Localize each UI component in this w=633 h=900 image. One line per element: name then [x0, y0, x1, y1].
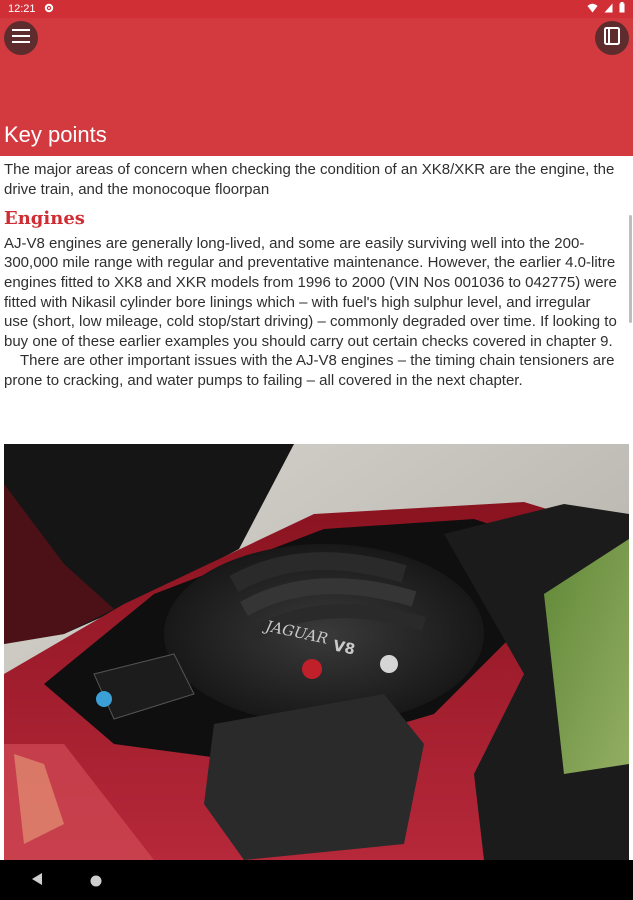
- contents-button[interactable]: [595, 21, 629, 55]
- menu-button[interactable]: [4, 21, 38, 55]
- home-icon[interactable]: [90, 874, 102, 892]
- scrollbar-thumb[interactable]: [629, 215, 632, 323]
- book-icon: [604, 27, 620, 50]
- status-bar: [0, 0, 633, 18]
- wifi-icon: [587, 3, 598, 16]
- gear-icon: [44, 3, 54, 16]
- article-content: [4, 160, 618, 391]
- badge-model: V8: [331, 636, 357, 659]
- status-time: 12:21: [8, 3, 36, 15]
- battery-icon: [619, 2, 625, 16]
- section-heading-engines: Engines: [4, 208, 85, 230]
- page-title: Key points: [4, 122, 107, 147]
- menu-icon: [12, 29, 30, 48]
- engine-bay-photo: [4, 444, 629, 860]
- signal-icon: [604, 3, 613, 16]
- back-icon[interactable]: [31, 872, 43, 891]
- engines-paragraph-1: AJ-V8 engines are generally long-lived, and some are easily surviving well into the 200-300,000 mile range with regular and preventative maintenance. However, the earlier 4.0-litre engines fitted to XK8 and XKR models from 1996 to 2000 (VIN Nos 001036 to 042775) were fitted with Nikasil cylinder bore linings which – with fuel's high sulphur level, and irregular use (short, low mileage, cold stop/start driving) – commonly degraded over time. If looking to buy one of these earlier examples you should carry out certain checks covered in chapter 9.: [4, 234, 617, 350]
- engines-paragraph-2: There are other important issues with the AJ-V8 engines – the timing chain tensioners are prone to cracking, and water pumps to failing – all covered in the next chapter.: [4, 352, 615, 389]
- app-header: [0, 18, 633, 156]
- badge-text: JAGUAR: [264, 616, 330, 648]
- navigation-bar: [0, 860, 633, 900]
- intro-paragraph: The major areas of concern when checking the condition of an XK8/XKR are the engine, the drive train, and the monocoque floorpan: [4, 161, 615, 198]
